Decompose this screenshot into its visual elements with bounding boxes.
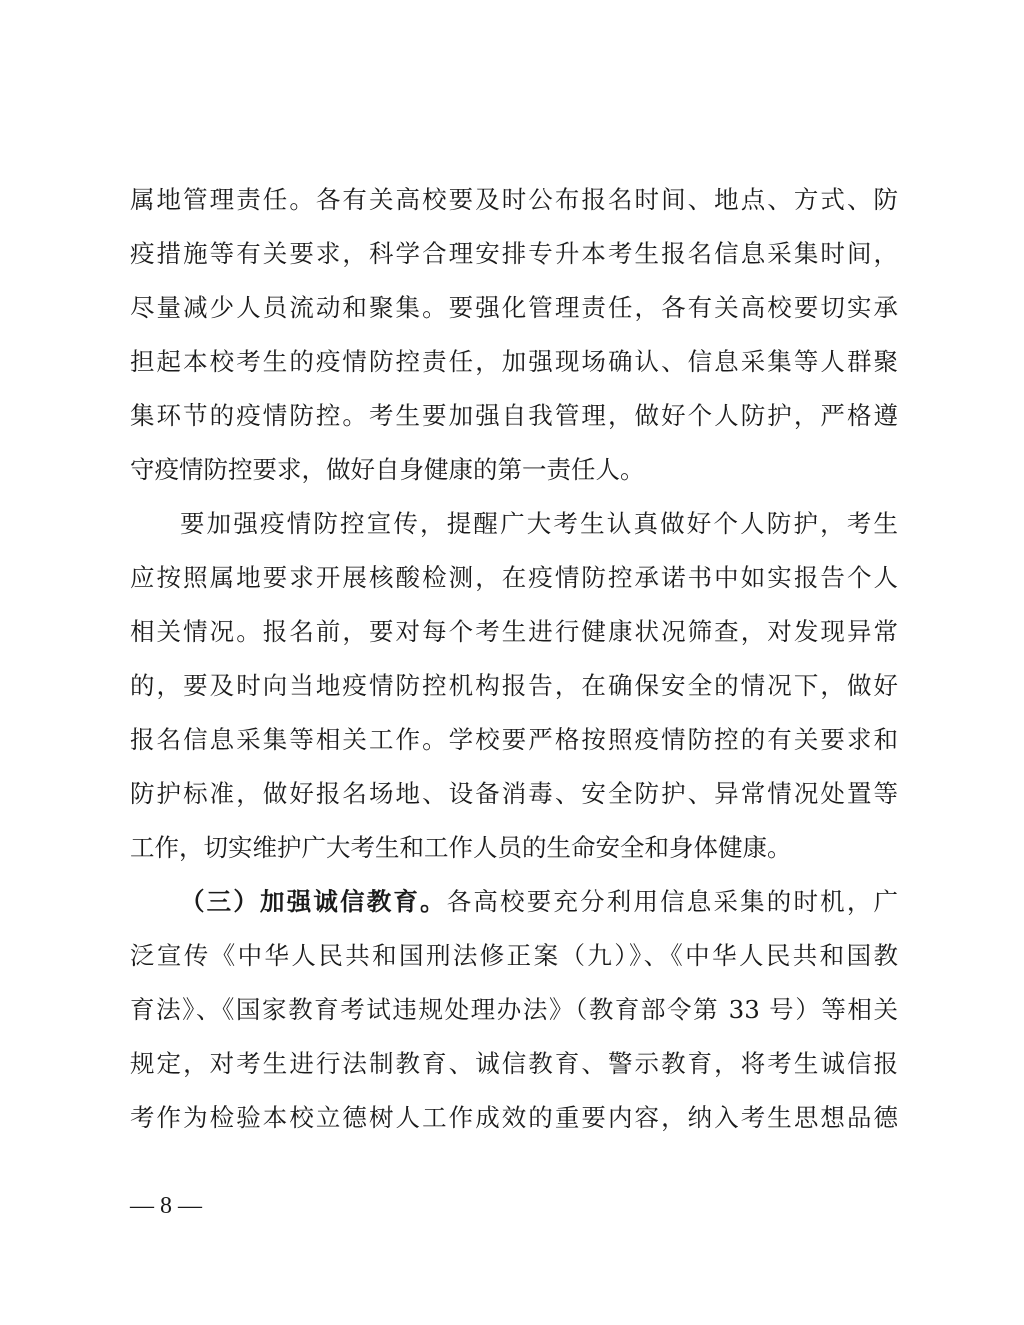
page-number: — 8 — bbox=[130, 1193, 202, 1219]
section-heading: （三）加强诚信教育。 bbox=[180, 887, 447, 916]
text-line bbox=[130, 875, 898, 929]
text-line: 疫措施等有关要求，科学合理安排专升本考生报名信息采集时间， bbox=[130, 239, 898, 268]
paragraph-1 bbox=[130, 173, 898, 497]
text-line: 守疫情防控要求，做好自身健康的第一责任人。 bbox=[130, 455, 645, 484]
text-line: 考作为检验本校立德树人工作成效的重要内容，纳入考生思想品德 bbox=[130, 1103, 898, 1132]
text-line: 担起本校考生的疫情防控责任，加强现场确认、信息采集等人群聚 bbox=[130, 347, 898, 376]
text-line: 属地管理责任。各有关高校要及时公布报名时间、地点、方式、防 bbox=[130, 185, 898, 214]
text-line: 规定，对考生进行法制教育、诚信教育、警示教育，将考生诚信报 bbox=[130, 1049, 898, 1078]
text-line: 育法》、《国家教育考试违规处理办法》（教育部令第 33 号）等相关 bbox=[130, 995, 898, 1024]
paragraph-2 bbox=[130, 497, 898, 875]
text-line: 要加强疫情防控宣传，提醒广大考生认真做好个人防护，考生 bbox=[180, 509, 898, 538]
text-line: 防护标准，做好报名场地、设备消毒、安全防护、异常情况处置等 bbox=[130, 779, 898, 808]
body-text bbox=[130, 173, 898, 1145]
text-line: 报名信息采集等相关工作。学校要严格按照疫情防控的有关要求和 bbox=[130, 725, 898, 754]
text-line: 泛宣传《中华人民共和国刑法修正案（九）》、《中华人民共和国教 bbox=[130, 941, 898, 970]
text-span: 各高校要充分利用信息采集的时机，广 bbox=[446, 887, 899, 916]
text-line: 尽量减少人员流动和聚集。要强化管理责任，各有关高校要切实承 bbox=[130, 293, 898, 322]
text-line: 应按照属地要求开展核酸检测，在疫情防控承诺书中如实报告个人 bbox=[130, 563, 898, 592]
paragraph-3 bbox=[130, 875, 898, 1145]
text-line: 集环节的疫情防控。考生要加强自我管理，做好个人防护，严格遵 bbox=[130, 401, 898, 430]
text-line: 工作，切实维护广大考生和工作人员的生命安全和身体健康。 bbox=[130, 833, 792, 862]
text-line: 相关情况。报名前，要对每个考生进行健康状况筛查，对发现异常 bbox=[130, 617, 898, 646]
text-line: 的，要及时向当地疫情防控机构报告，在确保安全的情况下，做好 bbox=[130, 671, 898, 700]
